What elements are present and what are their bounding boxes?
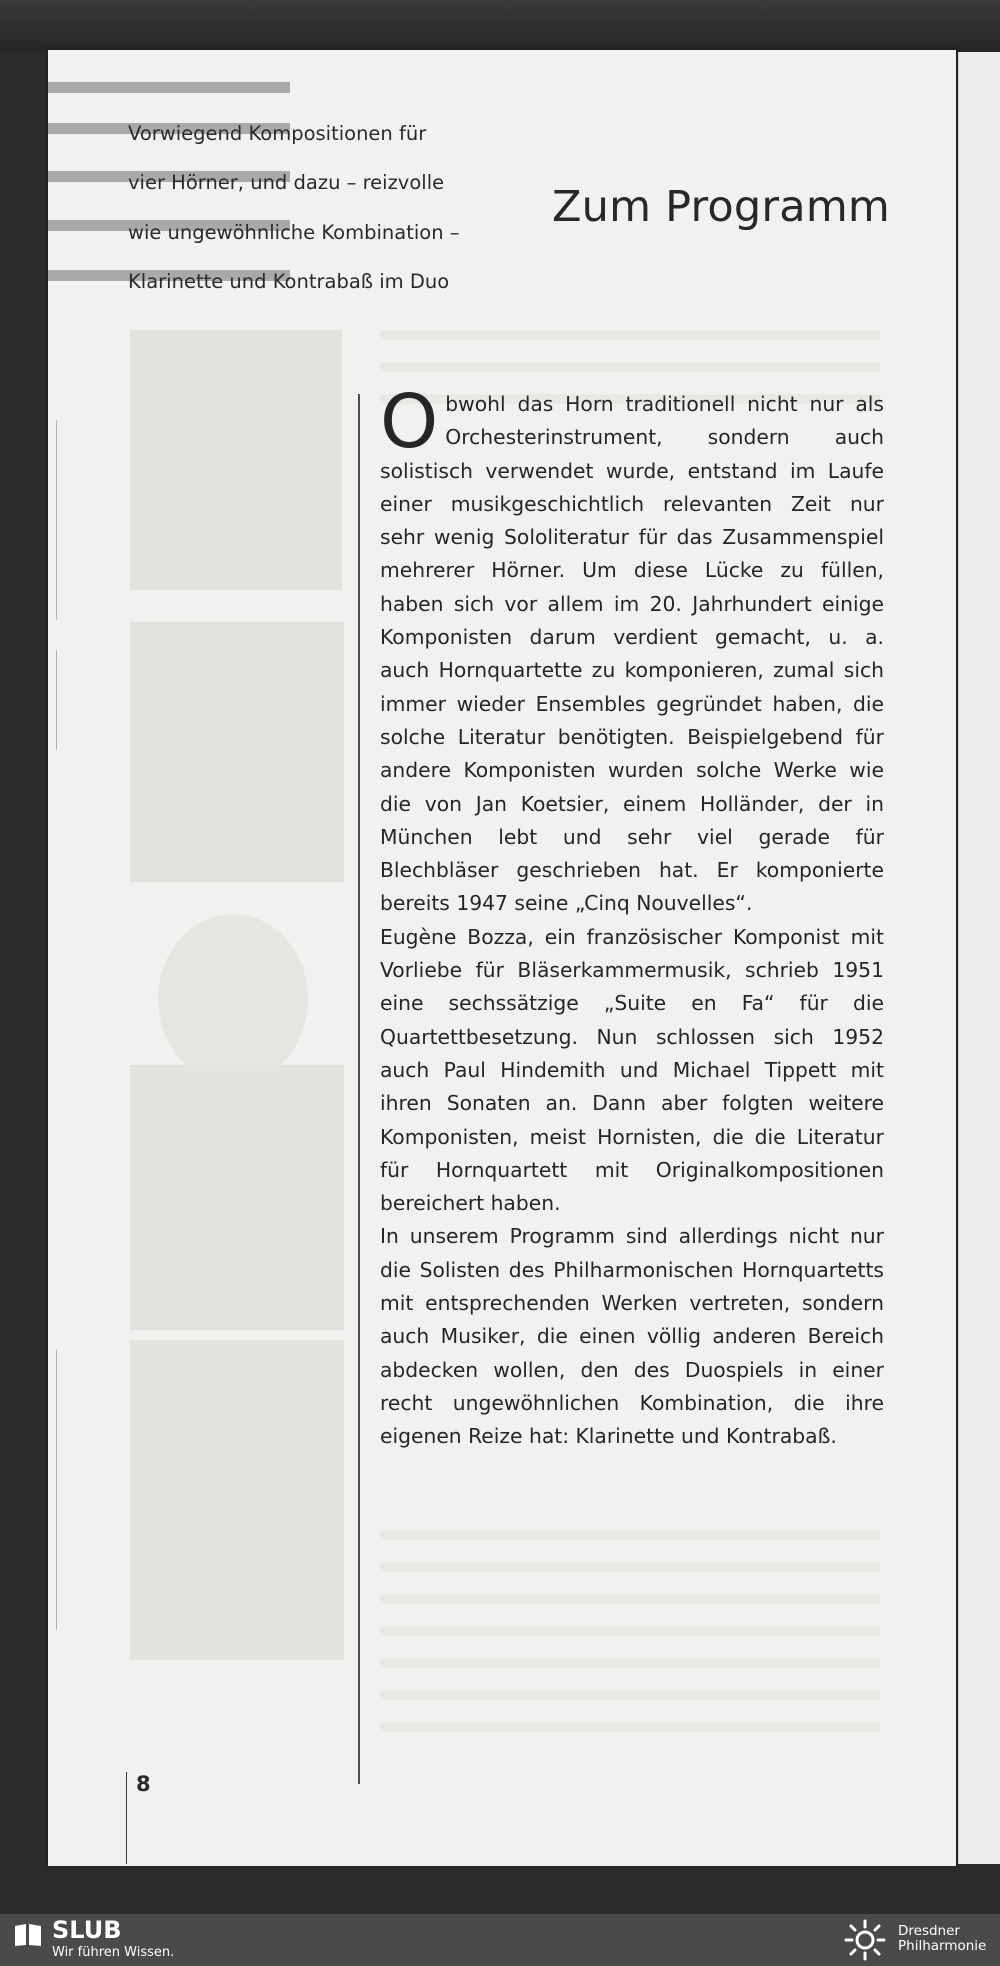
bleed-through-image bbox=[130, 622, 344, 882]
philharmonie-sun-icon bbox=[841, 1919, 889, 1961]
bleed-through-image bbox=[158, 914, 308, 1084]
decorative-bar bbox=[48, 82, 290, 93]
scan-background-top bbox=[0, 0, 1000, 52]
drop-cap: O bbox=[380, 379, 439, 465]
facing-page-edge bbox=[958, 52, 1000, 1864]
margin-rule bbox=[56, 420, 57, 620]
page-title: Zum Programm bbox=[552, 182, 890, 232]
intro-line: Vorwiegend Kompositionen für bbox=[128, 122, 427, 145]
article-paragraph: In unserem Programm sind allerdings nicht nur die Solisten des Philharmonischen Hornquartetts mit entsprechenden Werken vertreten, sondern auch Musiker, die einen völlig anderen Bereich abdecken wollen, den des Duospiels in einer recht ungewöhnlichen Kombination, die ihre eigenen Reize hat: Klarinette und Kontrabaß. bbox=[380, 1224, 884, 1449]
bleed-through-image bbox=[130, 330, 342, 590]
column-rule bbox=[358, 394, 360, 1784]
page-number-rule bbox=[126, 1772, 127, 1864]
bleed-through-text bbox=[380, 1520, 880, 1750]
article-paragraph bbox=[380, 379, 884, 921]
intro-line: wie ungewöhnliche Kombination – bbox=[128, 221, 460, 244]
article-body bbox=[380, 379, 884, 1454]
intro-line: Klarinette und Kontrabaß im Duo bbox=[128, 270, 450, 293]
page-number: 8 bbox=[136, 1772, 151, 1796]
article-paragraph: Eugène Bozza, ein französischer Komponist mit Vorliebe für Bläserkammermusik, schrieb 1951 eine sechssätzige „Suite en Fa“ für die Quartettbesetzung. Nun schlossen sich 1952 auch Paul Hindemith und Michael Tippett mit ihren Sonaten an. Dann aber folgten weitere Komponisten, meist Hornisten, die die Literatur für Hornquartett mit Originalkompositionen bereichert haben. bbox=[380, 924, 884, 1216]
partner-name-line: Philharmonie bbox=[898, 1938, 987, 1954]
document-page bbox=[48, 50, 956, 1866]
intro-line: vier Hörner, und dazu – reizvolle bbox=[128, 171, 445, 194]
margin-rule bbox=[56, 650, 57, 750]
partner-name-line: Dresdner bbox=[898, 1923, 960, 1939]
viewer-footer bbox=[0, 1914, 1000, 1966]
bleed-through-image bbox=[130, 1065, 344, 1330]
slub-tagline: Wir führen Wissen. bbox=[52, 1945, 175, 1960]
slub-book-icon bbox=[14, 1923, 42, 1947]
margin-rule bbox=[56, 1350, 57, 1630]
slub-name[interactable]: SLUB bbox=[52, 1916, 122, 1944]
paragraph-text: bwohl das Horn traditionell nicht nur als Orchesterinstrument, sondern auch solistisch verwendet wurde, entstand im Laufe einer musikgeschichtlich relevanten Zeit nur sehr wenig Sololiteratur für das Zusammenspiel mehrerer Hörner. Um diese Lücke zu füllen, haben sich vor allem im 20. Jahrhundert einige Komponisten darum verdient gemacht, u. a. auch Hornquartette zu komponieren, zumal sich immer wieder Ensembles gegründet haben, die solche Literatur benötigten. Beispielgebend für andere Komponisten wurden solche Werke wie die von Jan Koetsier, einem Holländer, der in München lebt und sehr viel gerade für Blechbläser geschrieben hat. Er komponierte bereits 1947 seine „Cinq Nouvelles“. bbox=[380, 392, 884, 916]
partner-name[interactable] bbox=[898, 1924, 986, 1954]
bleed-through-image bbox=[130, 1340, 344, 1660]
